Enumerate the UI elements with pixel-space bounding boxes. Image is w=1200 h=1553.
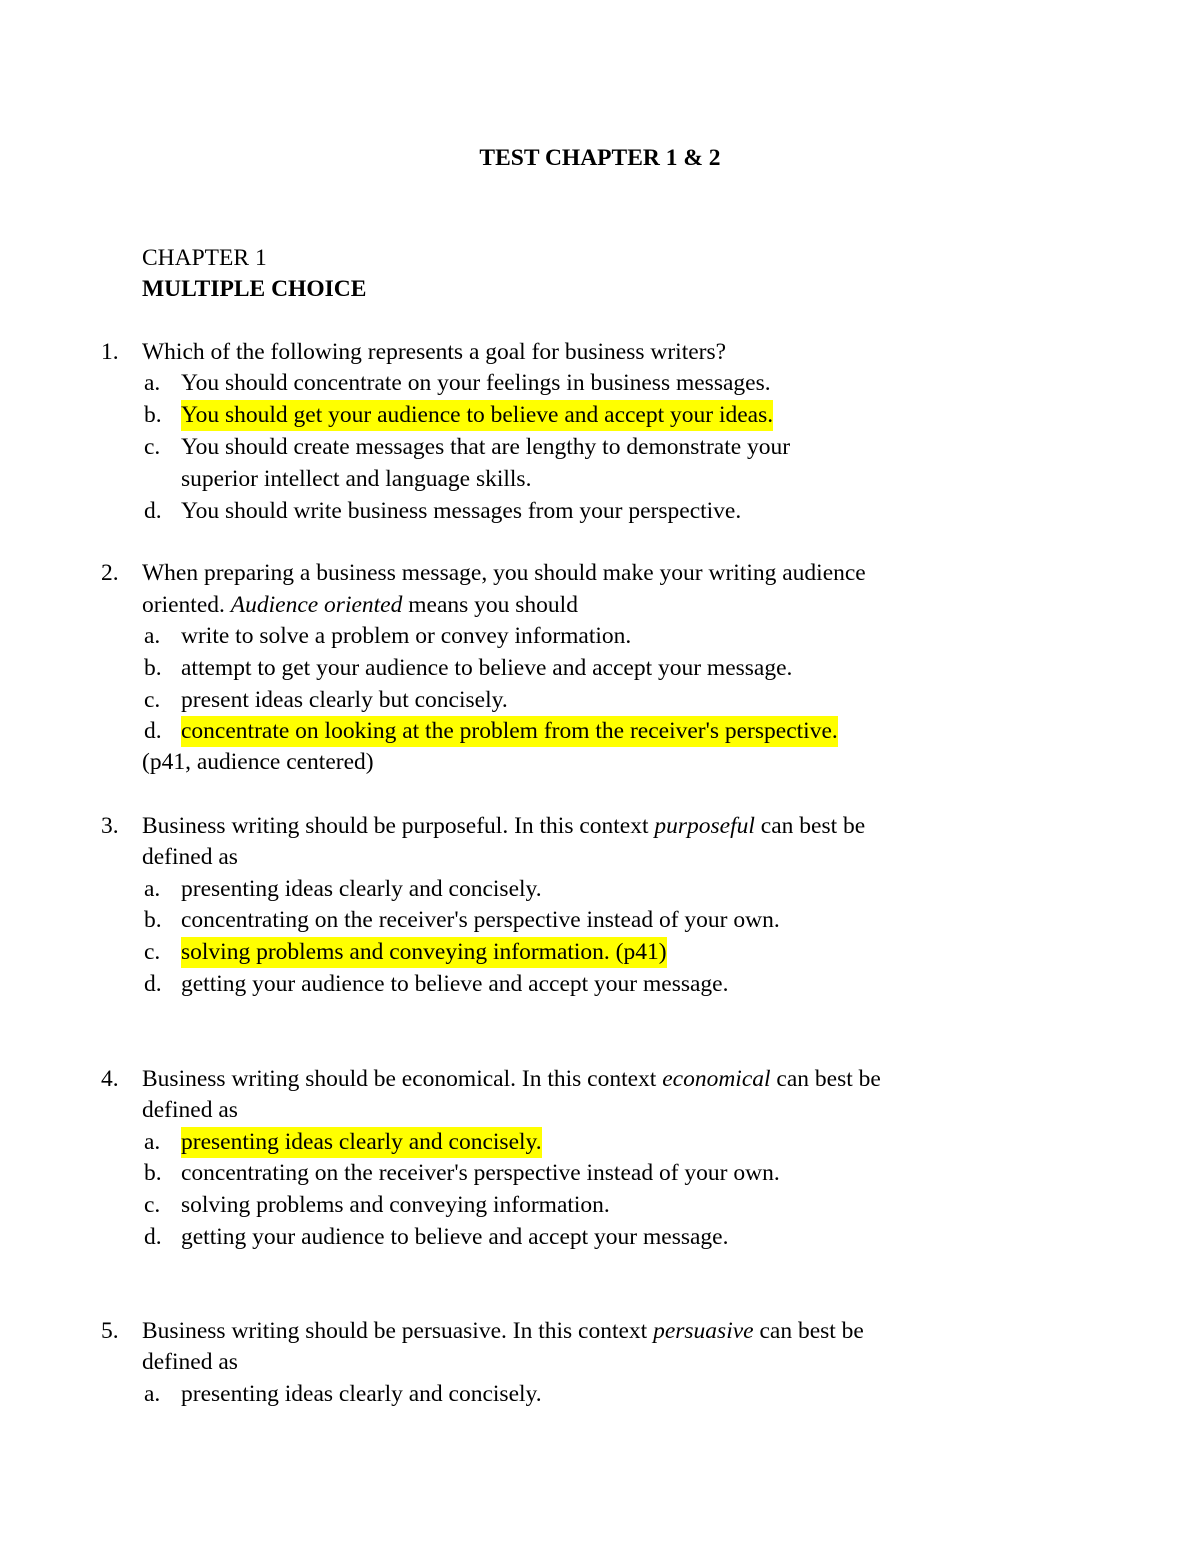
stem-text: Business writing should be persuasive. In this context (142, 1318, 654, 1344)
highlighted-answer: solving problems and conveying information. (p41) (181, 937, 667, 968)
question-stem: Which of the following represents a goal for business writers? (142, 339, 727, 365)
stem-italic-term: Audience oriented (230, 592, 403, 618)
option-text: concentrating on the receiver's perspective instead of your own. (181, 1160, 780, 1186)
stem-text: means you should (402, 592, 578, 618)
option-text: write to solve a problem or convey information. (181, 623, 632, 649)
question-stem-continued (142, 590, 578, 621)
option-letter: c. (144, 434, 161, 460)
chapter-label: CHAPTER 1 (142, 245, 267, 271)
stem-text: can best be (753, 1318, 864, 1344)
stem-text: oriented. (142, 592, 231, 618)
option-letter: b. (144, 1160, 162, 1186)
option-letter: b. (144, 655, 162, 681)
stem-text: Business writing should be purposeful. In this context (142, 813, 655, 839)
question-stem (142, 1316, 864, 1347)
option-text: getting your audience to believe and accept your message. (181, 1224, 729, 1250)
highlighted-answer: presenting ideas clearly and concisely. (181, 1127, 542, 1158)
highlighted-answer: concentrate on looking at the problem from the receiver's perspective. (181, 716, 838, 747)
question-number: 1. (101, 339, 119, 365)
stem-italic-term: economical (662, 1066, 771, 1092)
question-stem (142, 811, 865, 842)
option-text: getting your audience to believe and accept your message. (181, 971, 729, 997)
option-letter: c. (144, 939, 161, 965)
option-text: concentrating on the receiver's perspective instead of your own. (181, 907, 780, 933)
option-letter: d. (144, 971, 162, 997)
question-number: 2. (101, 560, 119, 586)
question-stem-continued: defined as (142, 844, 238, 870)
option-letter: b. (144, 402, 162, 428)
option-letter: a. (144, 1129, 161, 1155)
option-letter: d. (144, 1224, 162, 1250)
option-letter: b. (144, 907, 162, 933)
option-text: solving problems and conveying information. (181, 1192, 610, 1218)
option-text: presenting ideas clearly and concisely. (181, 1381, 542, 1407)
option-text: You should concentrate on your feelings in business messages. (181, 370, 771, 396)
highlighted-answer: You should get your audience to believe and accept your ideas. (181, 400, 773, 431)
option-letter: c. (144, 687, 161, 713)
question-number: 3. (101, 813, 119, 839)
option-letter: a. (144, 876, 161, 902)
option-text: You should write business messages from your perspective. (181, 498, 742, 524)
stem-italic-term: purposeful (654, 813, 755, 839)
option-text-continued: superior intellect and language skills. (181, 466, 532, 492)
option-letter: d. (144, 718, 162, 744)
stem-text: Business writing should be economical. In this context (142, 1066, 663, 1092)
option-letter: c. (144, 1192, 161, 1218)
option-text: presenting ideas clearly and concisely. (181, 876, 542, 902)
option-letter: d. (144, 498, 162, 524)
stem-text: can best be (770, 1066, 881, 1092)
stem-text: can best be (754, 813, 866, 839)
page-reference-note: (p41, audience centered) (142, 749, 374, 775)
option-letter: a. (144, 370, 161, 396)
option-letter: a. (144, 623, 161, 649)
option-letter: a. (144, 1381, 161, 1407)
question-number: 5. (101, 1318, 119, 1344)
option-text: You should create messages that are lengthy to demonstrate your (181, 434, 791, 460)
section-heading: MULTIPLE CHOICE (142, 276, 367, 302)
question-stem (142, 1064, 881, 1095)
page-title: TEST CHAPTER 1 & 2 (479, 145, 721, 171)
question-stem: When preparing a business message, you should make your writing audience (142, 560, 866, 586)
question-stem-continued: defined as (142, 1097, 238, 1123)
question-number: 4. (101, 1066, 119, 1092)
option-text: present ideas clearly but concisely. (181, 687, 508, 713)
stem-italic-term: persuasive (653, 1318, 754, 1344)
option-text: attempt to get your audience to believe and accept your message. (181, 655, 793, 681)
question-stem-continued: defined as (142, 1349, 238, 1375)
